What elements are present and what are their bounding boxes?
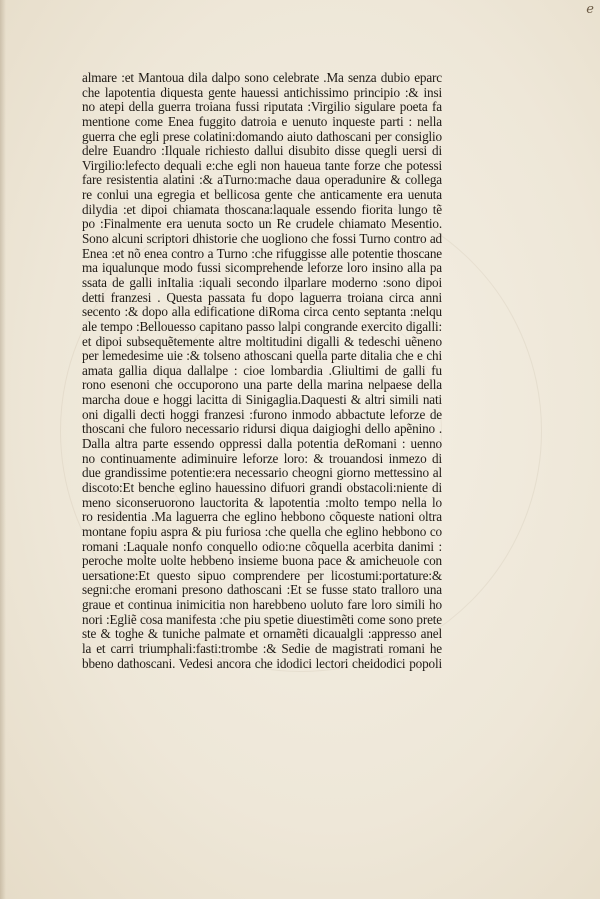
- text-line: per lemedesime uie :& tolseno athoscani quella parte ditalia che e chi: [82, 348, 442, 364]
- text-line: po :Finalmente era uenuta socto un Re crudele chiamato Mesentio.: [82, 216, 442, 232]
- text-line: oni digalli decti hoggi franzesi :furono inmodo abbactute leforze de: [82, 406, 442, 422]
- text-line: nori :Egliẽ cosa manifesta :che piu spetie diuestimẽti come sono prete: [82, 611, 442, 627]
- text-line: segni:che eromani presono dathoscani :Et se fusse stato tralloro una: [82, 582, 442, 598]
- text-line: romani :Laquale nonfo conquello odio:ne cõquella acerbita danimi :: [82, 538, 442, 554]
- text-line: bbeno dathoscani. Vedesi ancora che idodici lectori cheidodici popoli: [82, 655, 442, 671]
- text-line: almare :et Mantoua dila dalpo sono celebrate .Ma senza dubio eparc: [82, 70, 442, 85]
- text-line: rono esenoni che occuporono una parte della marina nelpaese della: [82, 377, 442, 393]
- text-line: ma iqualunque modo fussi sicomprehende leforze loro insino alla pa: [82, 260, 442, 276]
- text-line: amata gallia diqua dallalpe : cioe lombardia .Gliultimi de galli fu: [82, 362, 442, 378]
- text-line: che lapotentia diquesta gente hauessi antichissimo principio :& insi: [82, 84, 442, 100]
- text-line: ssata de galli inItalia :iquali secondo ilparlare moderno :sono dipoi: [82, 274, 442, 290]
- text-line: montane fopiu aspra & piu furiosa :che quella che eglino hebbono co: [82, 523, 442, 539]
- text-line: delre Euandro :Ilquale richiesto dallui disubito disse quegli uersi di: [82, 143, 442, 159]
- text-line: no atepi della guerra troiana fussi riputata :Virgilio sigulare poeta fa: [82, 99, 442, 115]
- text-line: mentione come Enea fuggito datroia e uenuto inqueste parti : nella: [82, 113, 442, 129]
- text-line: la et carri triumphali:fasti:trombe :& Sedie de magistrati romani he: [82, 640, 442, 656]
- text-line: marcha doue e hoggi lacitta di Sinigaglia.Daquesti & altri simili nati: [82, 392, 442, 408]
- text-line: guerra che egli prese colatini:domando aiuto dathoscani per consiglio: [82, 128, 442, 144]
- text-line: uersatione:Et questo sipuo comprendere per licostumi:portature:&: [82, 567, 442, 583]
- text-line: ro residentia .Ma laguerra che eglino hebbono cõqueste nationi oltra: [82, 509, 442, 525]
- text-line: ste & toghe & tuniche palmate et ornamẽti dicaualgli :appresso anel: [82, 626, 442, 642]
- text-line: secento :& dopo alla edificatione diRoma circa cento septanta :nelqu: [82, 304, 442, 320]
- text-line: dilydia :et dipoi chiamata thoscana:laquale essendo fiorita lungo tẽ: [82, 201, 442, 217]
- text-line: due grandissime potentie:era necessario cheogni giorno mettessino al: [82, 465, 442, 481]
- text-line: peroche molte uolte hebbeno insieme buona pace & amicheuole con: [82, 553, 442, 569]
- text-line: Virgilio:lefecto dequali e:che egli non haueua tante forze che potessi: [82, 157, 442, 173]
- text-line: Enea :et nõ enea contro a Turno :che rifuggisse alle potentie thoscane: [82, 245, 442, 261]
- text-column: [82, 71, 442, 671]
- text-line: graue et continua inimicitia non harebbeno uoluto fare loro simili ho: [82, 597, 442, 613]
- text-line: detti franzesi . Questa passata fu dopo laguerra troiana circa anni: [82, 289, 442, 305]
- text-line: Dalla altra parte essendo oppressi dalla potentia deRomani : uenno: [82, 436, 442, 452]
- folio-mark: e: [586, 2, 594, 17]
- text-line: et dipoi subsequẽtemente altre moltitudini digalli & tedeschi uẽneno: [82, 333, 442, 349]
- text-line: meno siconseruorono lauctorita & lapotentia :molto tempo nella lo: [82, 494, 442, 510]
- text-line: ale tempo :Bellouesso capitano passo lalpi congrande exercito digalli:: [82, 318, 442, 334]
- text-line: re conlui una egregia et bellicosa gente che anticamente era uenuta: [82, 187, 442, 203]
- text-line: thoscani che fuloro necessario ridursi diqua daigioghi dello apẽnino .: [82, 421, 442, 437]
- text-line: discoto:Et benche eglino hauessino difuori grandi obstacoli:niente di: [82, 479, 442, 495]
- page-edge-shadow: [0, 0, 6, 899]
- text-line: no continuamente adiminuire leforze loro: & trouandosi inmezo di: [82, 450, 442, 466]
- text-line: fare resistentia alatini :& aTurno:mache daua operadunire & collega: [82, 172, 442, 188]
- text-line: Sono alcuni scriptori dhistorie che uogliono che fossi Turno contro ad: [82, 231, 442, 247]
